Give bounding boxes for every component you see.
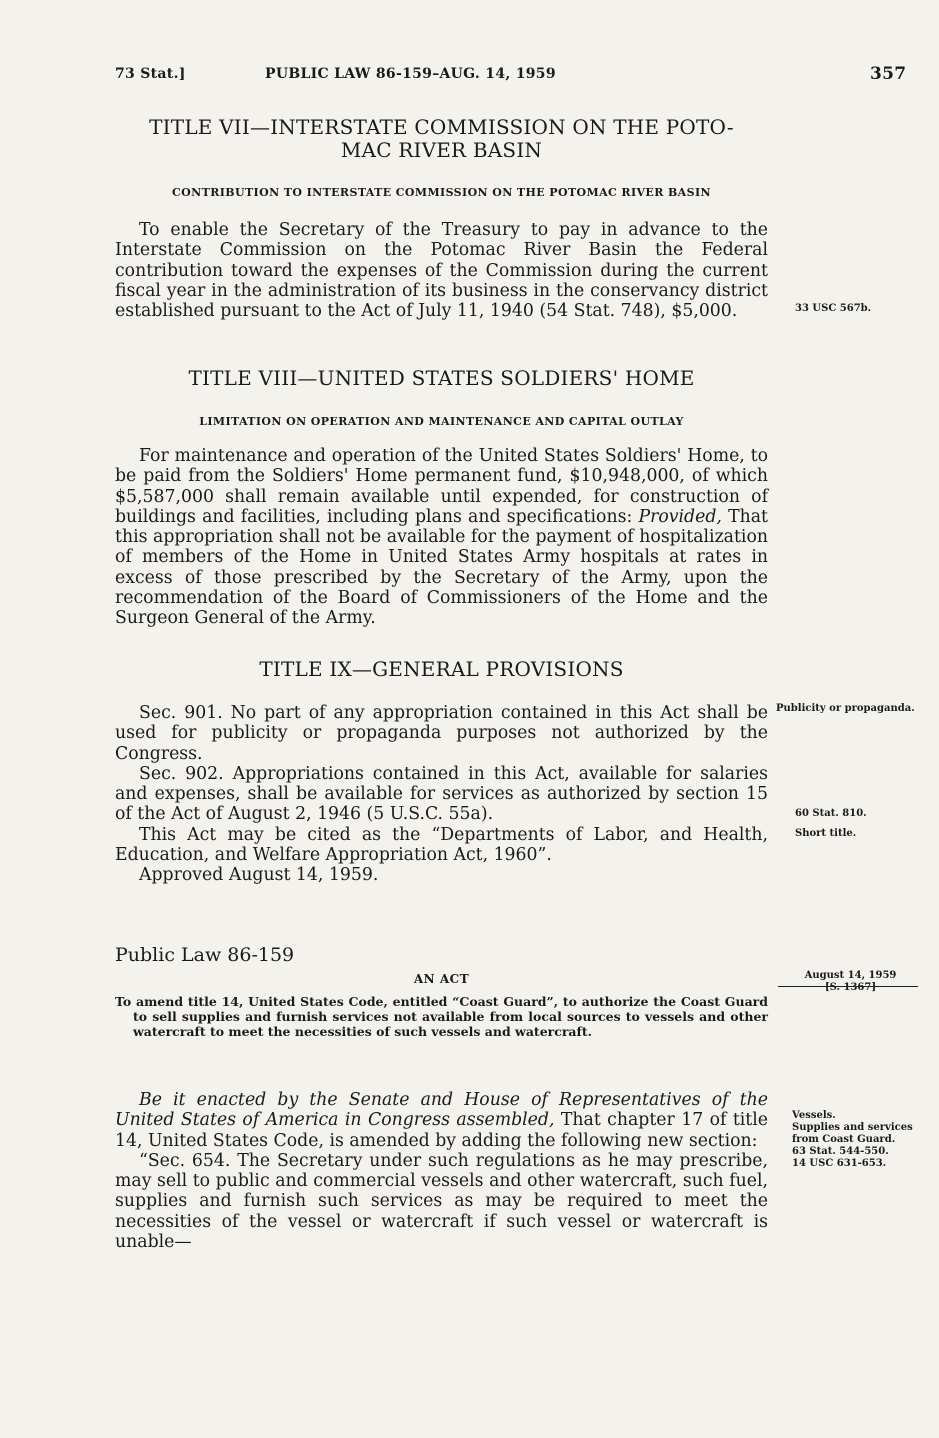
short-title: This Act may be cited as the “Departments of Labor, and Health, Education, and Welfare Appropriation Act, 1960”.	[115, 824, 768, 866]
margin-note-publicity: Publicity or propaganda.	[776, 703, 915, 714]
an-act-heading: AN ACT	[413, 972, 470, 986]
public-law-label: Public Law 86-159	[115, 944, 295, 966]
section-902: Sec. 902. Appropriations contained in this Act, available for salaries and expenses, shall be available for services as authorized by section 15 of the Act of August 2, 1946 (5 U.S.C. 55a).	[115, 763, 768, 825]
title-ix-body	[115, 703, 768, 886]
margin-note-short-title: Short title.	[795, 828, 857, 839]
title-viii-body: For maintenance and operation of the United States Soldiers' Home, to be paid from the Soldiers' Home permanent fund, $10,948,000, of which $5,587,000 shall remain available until expended, for construction of buildings and facilities, including plans and specifications: Provided, That this appropriation shall not be available for the payment of hospitalization of members of the Home in United States Army hospitals at rates in excess of those prescribed by the Secretary of the Army, upon the recommendation of the Board of Commissioners of the Home and the Surgeon General of the Army.	[115, 446, 768, 629]
title-viii-subheading: LIMITATION ON OPERATION AND MAINTENANCE AND CAPITAL OUTLAY	[199, 415, 684, 428]
enacting-clause: Be it enacted by the Senate and House of Representatives of the United States of America in Congress assembled, That chapter 17 of title 14, United States Code, is amended by adding the following new section: “Sec. 654. The Secretary under such regulations as he may prescribe, may sell to public and commercial vessels and other watercraft, such fuel, supplies and furnish such services as may be required to meet the necessities of the vessel or watercraft if such vessel or watercraft is unable—	[115, 1090, 768, 1253]
title-vii-heading: TITLE VII—INTERSTATE COMMISSION ON THE POTO- MAC RIVER BASIN	[149, 115, 734, 162]
margin-note-60stat: 60 Stat. 810.	[795, 808, 867, 819]
approved-date: Approved August 14, 1959.	[139, 865, 379, 886]
law-line: PUBLIC LAW 86-159–AUG. 14, 1959	[265, 66, 556, 82]
act-purpose: To amend title 14, United States Code, entitled “Coast Guard”, to authorize the Coast Guard to sell supplies and furnish services not available from local sources to vessels and other watercraft to meet the necessities of such vessels and watercraft.	[115, 994, 768, 1039]
margin-rule	[778, 986, 918, 987]
title-vii-subheading: CONTRIBUTION TO INTERSTATE COMMISSION ON THE POTOMAC RIVER BASIN	[172, 186, 711, 199]
title-vii-body: To enable the Secretary of the Treasury to pay in advance to the Interstate Commission on the Potomac River Basin the Federal contribution toward the expenses of the Commission during the current fiscal year in the administration of its business in the conservancy district established pursuant to the Act of July 11, 1940 (54 Stat. 748), $5,000.	[115, 220, 768, 322]
section-654: “Sec. 654. The Secretary under such regulations as he may prescribe, may sell to public and commercial vessels and other watercraft, such fuel, supplies and furnish such services as may be required to meet the necessities of the vessel or watercraft if such vessel or watercraft is unable—	[115, 1150, 768, 1253]
margin-note-33usc: 33 USC 567b.	[795, 303, 872, 314]
margin-note-date: August 14, 1959 [S. 1367]	[804, 970, 897, 993]
margin-note-vessels: Vessels. Supplies and services from Coast Guard. 63 Stat. 544-550. 14 USC 631-653.	[792, 1110, 913, 1169]
title-viii-heading: TITLE VIII—UNITED STATES SOLDIERS' HOME	[188, 366, 695, 390]
proviso: Provided,	[638, 506, 722, 527]
page-number: 357	[870, 64, 907, 84]
stat-reference: 73 Stat.]	[115, 66, 186, 82]
section-901: Sec. 901. No part of any appropriation contained in this Act shall be used for publicity or propaganda purposes not authorized by the Congress.	[115, 703, 768, 764]
title-ix-heading: TITLE IX—GENERAL PROVISIONS	[259, 657, 624, 681]
